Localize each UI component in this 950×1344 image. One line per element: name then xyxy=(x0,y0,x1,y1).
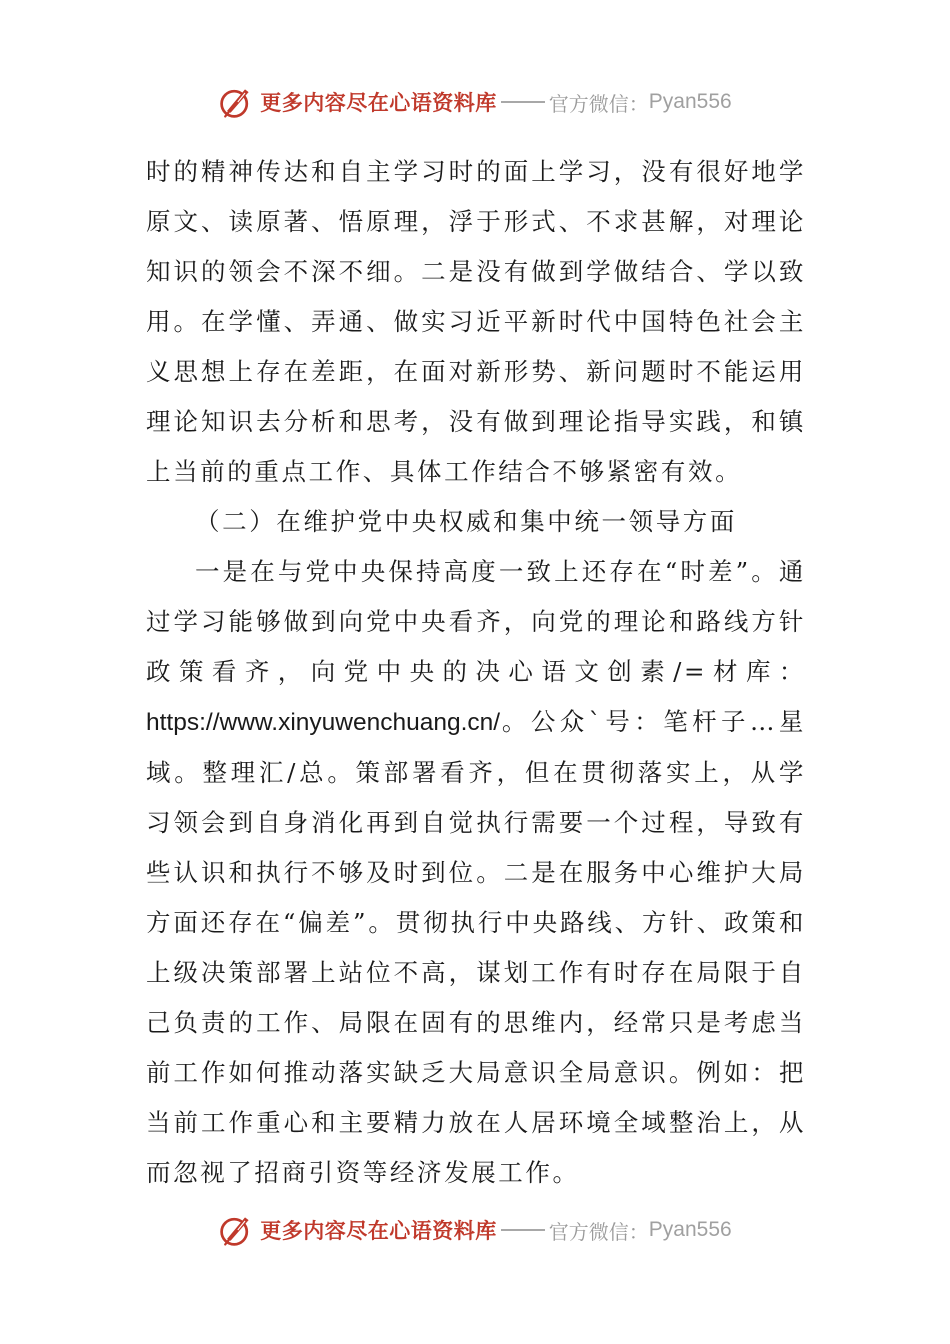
banner-wechat-handle: Pyan556 xyxy=(648,90,732,113)
header-watermark-banner xyxy=(0,80,950,124)
paragraph-section-two xyxy=(146,547,806,1198)
paragraph-text-part-a: 一是在与党中央保持高度一致上还存在“时差”。通过学习能够做到向党中央看齐，向党的理论和路线方针政策看齐，向党中央的决心语文创素/=材库： xyxy=(146,557,806,686)
banner-brand-text: 更多内容尽在心语资料库 xyxy=(260,1218,497,1243)
banner-wechat-label: 官方微信： xyxy=(548,1219,649,1244)
website-url-text: https://www.xinyuwenchuang.cn/ xyxy=(146,709,501,736)
paragraph-text-part-b: 。公众`号：笔杆子…星域。整理汇/总。策部署看齐，但在贯彻落实上，从学习领会到自身消化再到自觉执行需要一个过程，导致有些认识和执行不够及时到位。二是在服务中心维护大局方面还存在“偏差”。贯彻执行中央路线、方针、政策和上级决策部署上站位不高，谋划工作有时存在局限于自己负责的工作、局限在固有的思维内，经常只是考虑当前工作如何推动落实缺乏大局意识全局意识。例如：把当前工作重心和主要精力放在人居环境全域整治上，从而忽视了招商引资等经济发展工作。 xyxy=(146,707,806,1187)
banner-dash xyxy=(501,1229,545,1231)
banner-brand-text: 更多内容尽在心语资料库 xyxy=(260,90,497,115)
quill-pen-icon xyxy=(218,1212,254,1248)
banner-wechat-handle: Pyan556 xyxy=(648,1218,732,1241)
paragraph-continuation: 时的精神传达和自主学习时的面上学习，没有很好地学原文、读原著、悟原理，浮于形式、不求甚解，对理论知识的领会不深不细。二是没有做到学做结合、学以致用。在学懂、弄通、做实习近平新时代中国特色社会主义思想上存在差距，在面对新形势、新问题时不能运用理论知识去分析和思考，没有做到理论指导实践，和镇上当前的重点工作、具体工作结合不够紧密有效。 xyxy=(146,157,806,486)
banner-dash xyxy=(501,101,545,103)
banner-wechat-label: 官方微信： xyxy=(548,91,649,116)
footer-watermark-banner xyxy=(0,1208,950,1252)
section-heading: （二）在维护党中央权威和集中统一领导方面 xyxy=(195,507,737,536)
quill-pen-icon xyxy=(218,84,254,120)
document-body xyxy=(146,147,806,1198)
